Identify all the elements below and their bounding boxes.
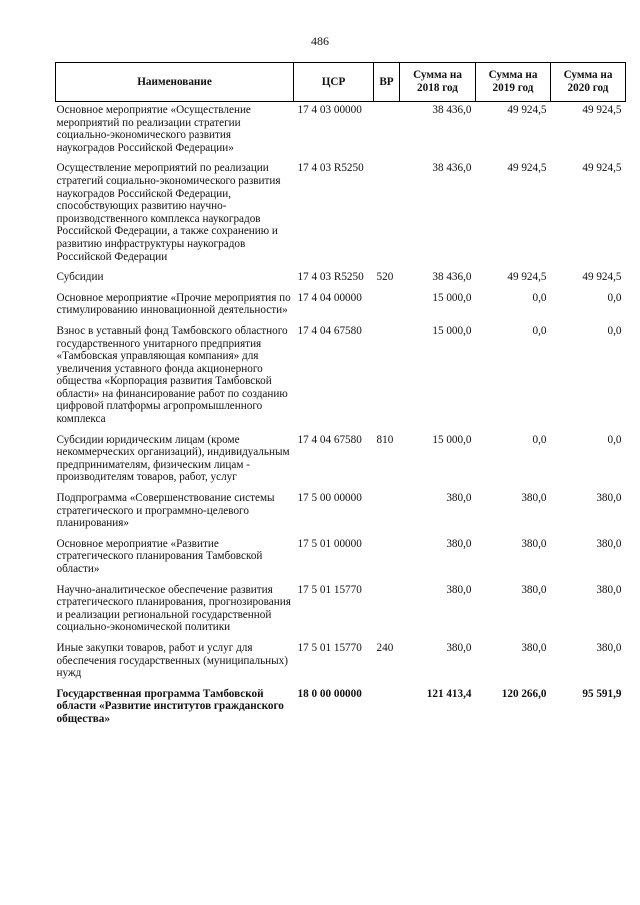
row-name: Взнос в уставный фонд Тамбовского областного государственного унитарного предприятия «Тамбовская управляющая компания» для увеличения уставного фонда акционерного общества «Корпорация развития Тамбовской области» на финансирование работ по созданию цифровой платформы агропромышленного комплекса xyxy=(56,324,288,426)
row-sum-2019: 49 924,5 xyxy=(507,271,547,284)
row-csr: 17 5 01 15770 xyxy=(297,583,362,596)
row-sum-2019: 380,0 xyxy=(521,583,547,596)
row-sum-2018: 380,0 xyxy=(446,537,472,550)
row-name: Государственная программа Тамбовской области «Развитие институтов гражданского общества» xyxy=(56,687,284,725)
header-sum-2020: Сумма на 2020 год xyxy=(551,63,626,102)
row-vr: 810 xyxy=(376,433,394,446)
row-sum-2019: 380,0 xyxy=(521,641,547,654)
row-sum-2019: 0,0 xyxy=(532,433,547,446)
row-sum-2018: 380,0 xyxy=(446,583,472,596)
table-row xyxy=(56,102,626,161)
row-csr: 17 4 04 67580 xyxy=(297,324,362,337)
row-name: Научно-аналитическое обеспечение развития стратегического планирования, прогнозирования и реализации региональной государственной социально-экономической политики xyxy=(56,583,291,634)
row-sum-2020: 49 924,5 xyxy=(582,104,622,116)
row-sum-2020: 49 924,5 xyxy=(582,162,622,175)
row-sum-2019: 49 924,5 xyxy=(507,162,547,175)
row-csr: 17 4 04 67580 xyxy=(297,433,362,446)
row-sum-2020: 380,0 xyxy=(596,537,622,550)
budget-table xyxy=(55,62,626,732)
row-vr xyxy=(374,490,400,536)
row-csr: 17 4 03 R5250 xyxy=(297,271,364,284)
table-row xyxy=(56,432,626,490)
row-sum-2018: 15 000,0 xyxy=(432,433,472,446)
row-name: Подпрограмма «Совершенствование системы стратегического и программно-целевого планирования» xyxy=(56,492,275,530)
row-sum-2020: 380,0 xyxy=(596,583,622,596)
row-sum-2020: 0,0 xyxy=(607,324,622,337)
table-row xyxy=(56,490,626,536)
table-row xyxy=(56,160,626,269)
row-name: Основное мероприятие «Осуществление мероприятий по реализации стратегии социально-экономического развития наукоградов Российской Федерации» xyxy=(56,104,251,154)
row-csr: 17 4 03 00000 xyxy=(297,104,362,116)
row-vr xyxy=(374,102,400,161)
row-sum-2018: 380,0 xyxy=(446,492,472,505)
row-sum-2020: 49 924,5 xyxy=(582,271,622,284)
row-name: Основное мероприятие «Развитие стратегического планирования Тамбовской области» xyxy=(56,537,263,575)
row-sum-2019: 0,0 xyxy=(532,324,547,337)
row-csr: 18 0 00 00000 xyxy=(297,687,362,700)
row-sum-2020: 0,0 xyxy=(607,291,622,304)
row-vr: 240 xyxy=(376,641,394,654)
row-sum-2018: 380,0 xyxy=(446,641,472,654)
row-name: Осуществление мероприятий по реализации стратегий социально-экономического развития наукоградов Российской Федерации, способствующих развитию научно-производственного комплекса наукоградов Российской Федерации, а также сохранению и развитию инфраструктуры наукоградов Российской Федерации xyxy=(56,162,281,263)
row-vr xyxy=(374,686,400,732)
row-sum-2019: 0,0 xyxy=(532,291,547,304)
row-csr: 17 4 03 R5250 xyxy=(297,162,364,175)
row-vr xyxy=(374,323,400,432)
row-sum-2019: 380,0 xyxy=(521,492,547,505)
row-sum-2020: 95 591,9 xyxy=(582,687,622,700)
row-sum-2018: 38 436,0 xyxy=(432,162,472,175)
table-body xyxy=(56,102,626,732)
page-number: 486 xyxy=(311,34,329,48)
header-vr: ВР xyxy=(374,63,400,102)
row-sum-2019: 49 924,5 xyxy=(507,104,547,116)
row-sum-2018: 121 413,4 xyxy=(426,687,472,700)
row-sum-2020: 0,0 xyxy=(607,433,622,446)
row-name: Субсидии юридическим лицам (кроме некоммерческих организаций), индивидуальным предпринимателям, физическим лицам - производителям товаров, работ, услуг xyxy=(56,433,290,484)
table-header-row xyxy=(56,63,626,102)
row-name: Основное мероприятие «Прочие мероприятия по стимулированию инновационной деятельности» xyxy=(56,291,291,317)
row-name: Иные закупки товаров, работ и услуг для обеспечения государственных (муниципальных) нужд xyxy=(56,641,288,680)
row-sum-2019: 120 266,0 xyxy=(501,687,547,700)
row-sum-2019: 380,0 xyxy=(521,537,547,550)
row-sum-2020: 380,0 xyxy=(596,641,622,654)
row-vr: 520 xyxy=(376,271,394,284)
row-sum-2018: 15 000,0 xyxy=(432,291,472,304)
table-row xyxy=(56,290,626,323)
row-vr xyxy=(374,290,400,323)
table-row xyxy=(56,323,626,432)
table-row xyxy=(56,640,626,686)
row-csr: 17 5 01 00000 xyxy=(297,537,362,550)
row-vr xyxy=(374,160,400,269)
table-row xyxy=(56,536,626,582)
table-row xyxy=(56,686,626,732)
row-sum-2020: 380,0 xyxy=(596,492,622,505)
header-name: Наименование xyxy=(56,63,294,102)
row-sum-2018: 38 436,0 xyxy=(432,104,472,116)
row-csr: 17 5 00 00000 xyxy=(297,492,362,505)
row-sum-2018: 38 436,0 xyxy=(432,271,472,284)
row-name: Субсидии xyxy=(56,271,104,284)
header-sum-2019: Сумма на 2019 год xyxy=(476,63,551,102)
header-sum-2018: Сумма на 2018 год xyxy=(400,63,476,102)
row-vr xyxy=(374,582,400,640)
row-csr: 17 5 01 15770 xyxy=(297,641,362,654)
table-row xyxy=(56,269,626,290)
row-vr xyxy=(374,536,400,582)
row-sum-2018: 15 000,0 xyxy=(432,324,472,337)
table-row xyxy=(56,582,626,640)
header-csr: ЦСР xyxy=(294,63,374,102)
row-csr: 17 4 04 00000 xyxy=(297,291,362,304)
